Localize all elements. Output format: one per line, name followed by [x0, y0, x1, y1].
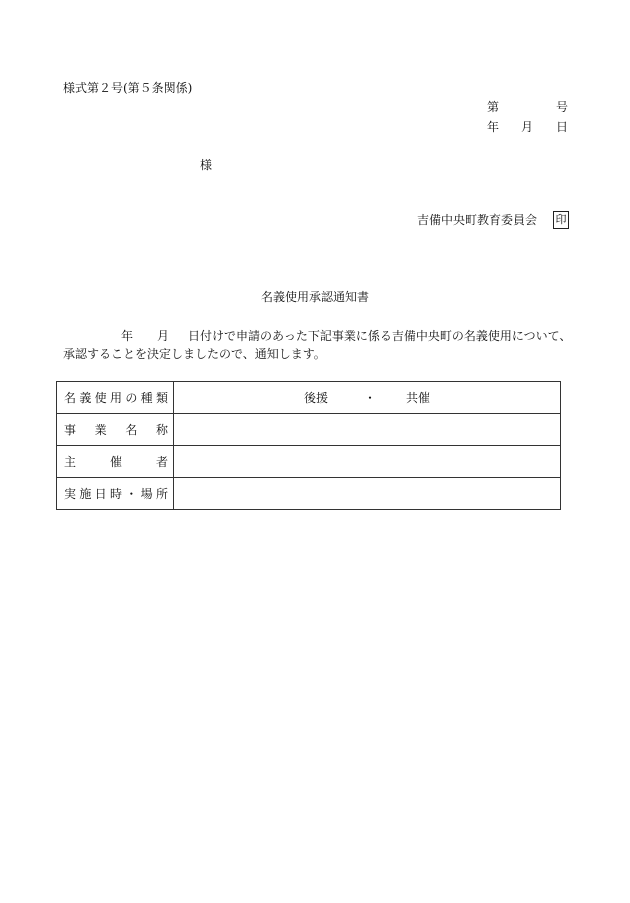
document-number-prefix: 第 [487, 100, 500, 114]
form-number-label: 様式第２号(第５条関係) [63, 81, 193, 95]
addressee-honorific: 様 [200, 158, 213, 172]
row-label-project-name: 事業名称 [57, 414, 174, 446]
row-label-datetime-place: 実施日時・場所 [57, 478, 174, 510]
body-month-label: 月 [157, 329, 170, 343]
date-month-label: 月 [521, 120, 534, 134]
row-value-datetime-place [174, 478, 561, 510]
row-label-usage-type: 名義使用の種類 [57, 382, 174, 414]
body-text-line1: 日付けで申請のあった下記事業に係る吉備中央町の名義使用について、 [188, 329, 572, 343]
option-separator: ・ [364, 391, 377, 405]
issuer-name: 吉備中央町教育委員会 [417, 213, 538, 227]
row-value-project-name [174, 414, 561, 446]
table-row [57, 446, 561, 478]
row-label-organizer: 主催者 [57, 446, 174, 478]
table-row [57, 414, 561, 446]
option-support: 後援 [304, 391, 329, 405]
row-value-organizer [174, 446, 561, 478]
date-year-label: 年 [487, 120, 500, 134]
table-row [57, 382, 561, 414]
details-table [56, 381, 561, 510]
table-row [57, 478, 561, 510]
document-number-suffix: 号 [556, 100, 569, 114]
seal-mark: 印 [553, 211, 569, 229]
row-value-usage-type [174, 382, 561, 414]
option-cosponsor: 共催 [406, 391, 431, 405]
body-text-line2: 承認することを決定しましたので、通知します。 [63, 347, 326, 361]
body-year-label: 年 [121, 329, 134, 343]
document-title: 名義使用承認通知書 [260, 290, 369, 304]
date-day-label: 日 [556, 120, 569, 134]
